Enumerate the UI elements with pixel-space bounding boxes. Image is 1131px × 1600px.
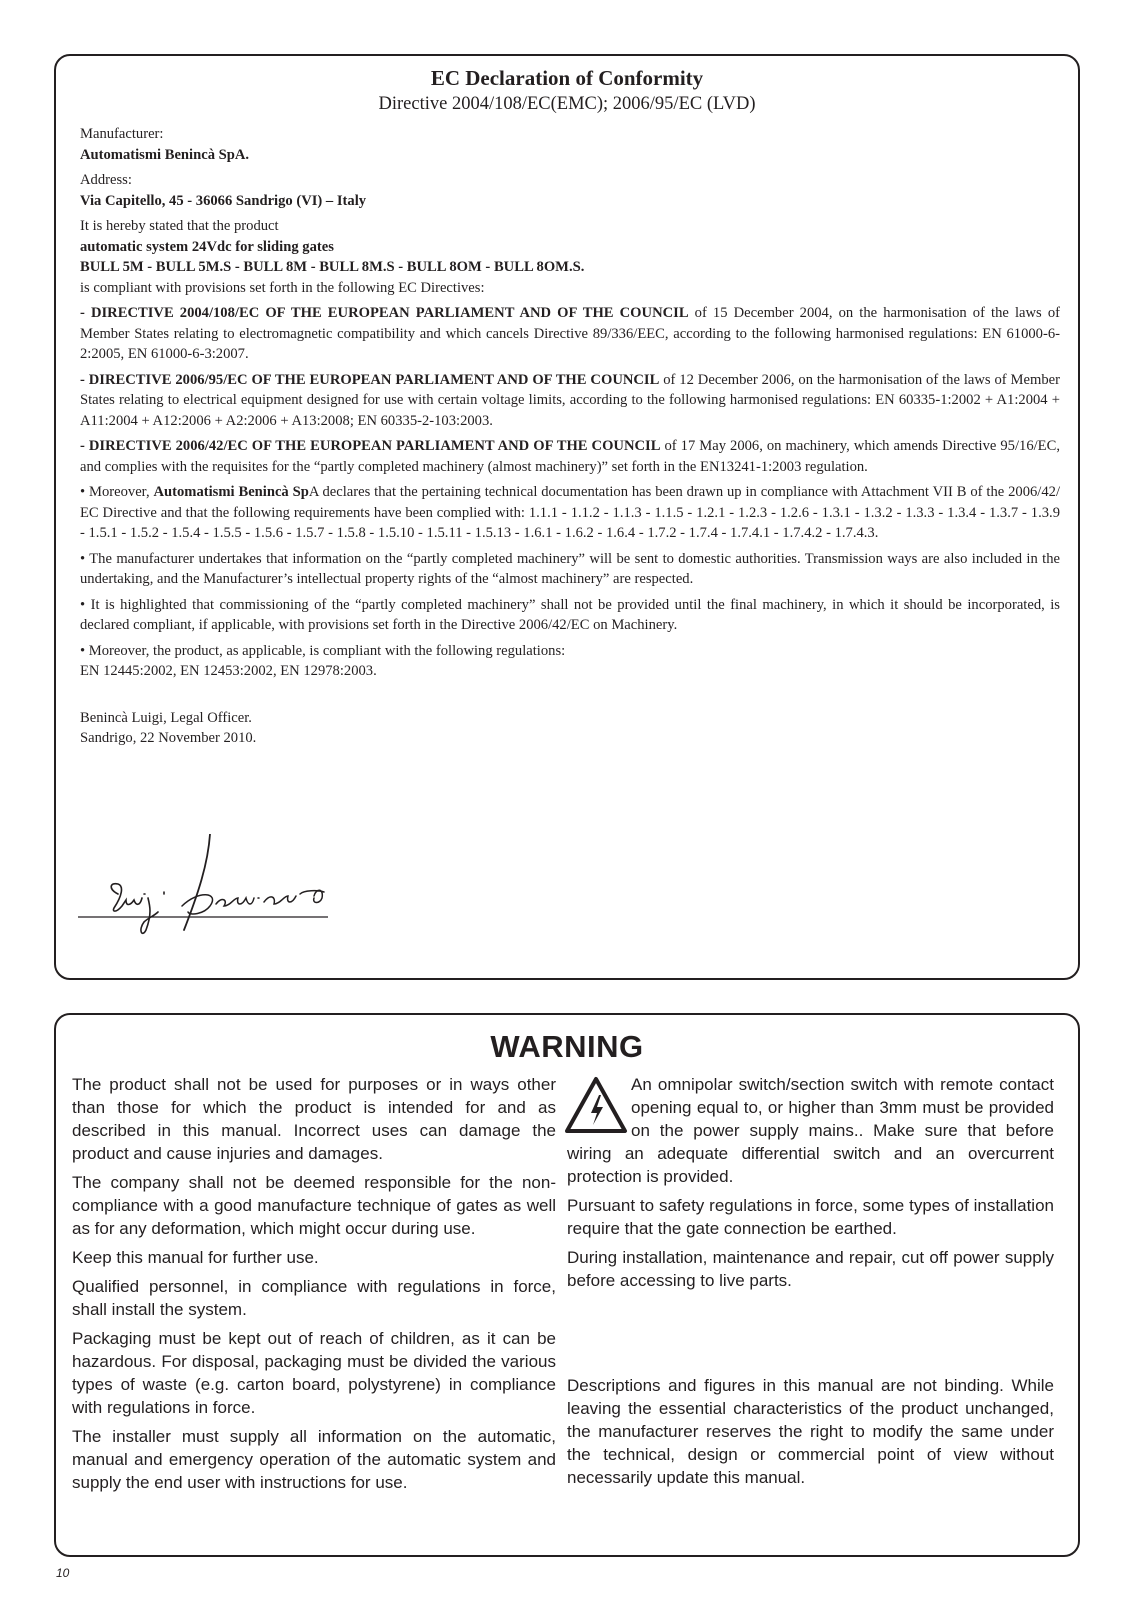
product-models: BULL 5M - BULL 5M.S - BULL 8M - BULL 8M.S - BULL 8OM - BULL 8OM.S. (80, 259, 585, 275)
warning-left-column (72, 1073, 556, 1500)
directive-machinery: - DIRECTIVE 2006/42/EC OF THE EUROPEAN PARLIAMENT AND OF THE COUNCIL of 17 May 2006, on machinery, which amends Directive 95/16/EC, and complies with the requisites for the “partly completed machinery (almost machinery)” set forth in the EN13241-1:2003 regulation. (80, 438, 1060, 475)
column-spacer (567, 1298, 1054, 1374)
compliant-text: is compliant with provisions set forth in the following EC Directives: (80, 279, 485, 296)
warning-right-column (567, 1073, 1054, 1495)
address-value: Via Capitello, 45 - 36066 Sandrigo (VI) – Italy (80, 192, 367, 209)
product-name: automatic system 24Vdc for sliding gates (80, 238, 334, 255)
high-voltage-warning-icon (563, 1075, 629, 1135)
manufacturer-label: Manufacturer: (80, 126, 164, 142)
bullet-manufacturer-undertakes: • The manufacturer undertakes that information on the “partly completed machinery” will be sent to domestic authorities. Transmission ways are also included in the undertaking, and the Manufacturer’s intellectual property rights of the “almost machinery” are respected. (80, 550, 1060, 587)
warning-paragraph: The product shall not be used for purposes or in ways other than those for which the product is intended for and as described in this manual. Incorrect uses can damage the product and cause injuries and damages. (72, 1075, 556, 1163)
warning-paragraph: The company shall not be deemed responsible for the non-compliance with a good manufacture technique of gates as well as for any deformation, which might occur during use. (72, 1173, 556, 1238)
warning-paragraph: Qualified personnel, in compliance with regulations in force, shall install the system. (72, 1277, 556, 1319)
directive-lvd: - DIRECTIVE 2006/95/EC OF THE EUROPEAN PARLIAMENT AND OF THE COUNCIL of 12 December 2006, on the harmonisation of the laws of Member States relating to electrical equipment designed for use with certain voltage limits, according to the following harmonised regulations: EN 60335-1:2002 + A1:2004 + A11:2004 + A12:2006 + A2:2006 + A13:2008; EN 60335-2-103:2003. (80, 371, 1060, 429)
address-label: Address: (80, 172, 132, 188)
bullet-regulations: • Moreover, the product, as applicable, is compliant with the following regulations: (80, 642, 566, 659)
stated-text: It is hereby stated that the product (80, 218, 279, 234)
warning-paragraph: Pursuant to safety regulations in force, some types of installation require that the gate connection be earthed. (567, 1196, 1054, 1238)
warning-paragraph: During installation, maintenance and repair, cut off power supply before accessing to live parts. (567, 1248, 1054, 1290)
bullet-commissioning: • It is highlighted that commissioning of the “partly completed machinery” shall not be provided until the final machinery, in which it should be incorporated, is declared compliant, if applicable, with provisions set forth in the Directive 2006/42/EC on Machinery. (80, 596, 1060, 633)
regulations-list: EN 12445:2002, EN 12453:2002, EN 12978:2003. (80, 663, 377, 679)
place-date: Sandrigo, 22 November 2010. (80, 730, 257, 746)
directive-emc: - DIRECTIVE 2004/108/EC OF THE EUROPEAN PARLIAMENT AND OF THE COUNCIL of 15 December 2004, on the harmonisation of the laws of Member States relating to electromagnetic compatibility and which cancels Directive 89/336/EEC, according to the following harmonised regulations: EN 61000-6-2:2005, EN 61000-6-3:2007. (80, 305, 1060, 362)
warning-paragraph: Packaging must be kept out of reach of children, as it can be hazardous. For disposal, packaging must be divided the various types of waste (e.g. carton board, polystyrene) in compliance with regulations in force. (72, 1329, 556, 1417)
bullet-technical-documentation: • Moreover, Automatismi Benincà SpA declares that the pertaining technical documentation has been drawn up in compliance with Attachment VII B of the 2006/42/ EC Directive and that the following requirements have been complied with: 1.1.1 - 1.1.2 - 1.1.3 - 1.1.5 - 1.2.1 - 1.2.3 - 1.2.6 - 1.3.1 - 1.3.2 - 1.3.3 - 1.3.4 - 1.3.7 - 1.3.9 - 1.5.1 - 1.5.2 - 1.5.4 - 1.5.5 - 1.5.6 - 1.5.7 - 1.5.8 - 1.5.10 - 1.5.11 - 1.5.13 - 1.6.1 - 1.6.2 - 1.6.4 - 1.7.2 - 1.7.4 - 1.7.4.1 - 1.7.4.2 - 1.7.4.3. (80, 484, 1061, 541)
warning-paragraph: Keep this manual for further use. (72, 1248, 319, 1267)
signature-image (78, 834, 338, 939)
warning-paragraph: The installer must supply all information on the automatic, manual and emergency operation of the automatic system and supply the end user with instructions for use. (72, 1427, 556, 1492)
manufacturer-name: Automatismi Benincà SpA. (80, 146, 250, 163)
ec-title: EC Declaration of Conformity (430, 66, 704, 90)
signer-name: Benincà Luigi, Legal Officer. (80, 709, 252, 726)
ec-declaration-box (54, 54, 1080, 980)
page-number: 10 (56, 1566, 70, 1580)
ec-subtitle: Directive 2004/108/EC(EMC); 2006/95/EC (LVD) (378, 94, 756, 114)
warning-paragraph: Descriptions and figures in this manual are not binding. While leaving the essential characteristics of the product unchanged, the manufacturer reserves the right to modify the same under the technical, design or commercial point of view without necessarily update this manual. (567, 1376, 1054, 1487)
warning-paragraph: An omnipolar switch/section switch with remote contact opening equal to, or higher than 3mm must be provided on the power supply mains.. Make sure that before wiring an adequate differential switch and an overcurrent protection is provided. (567, 1075, 1054, 1186)
ec-body (80, 124, 1060, 749)
warning-title: WARNING (490, 1029, 644, 1064)
warning-box (54, 1013, 1080, 1557)
